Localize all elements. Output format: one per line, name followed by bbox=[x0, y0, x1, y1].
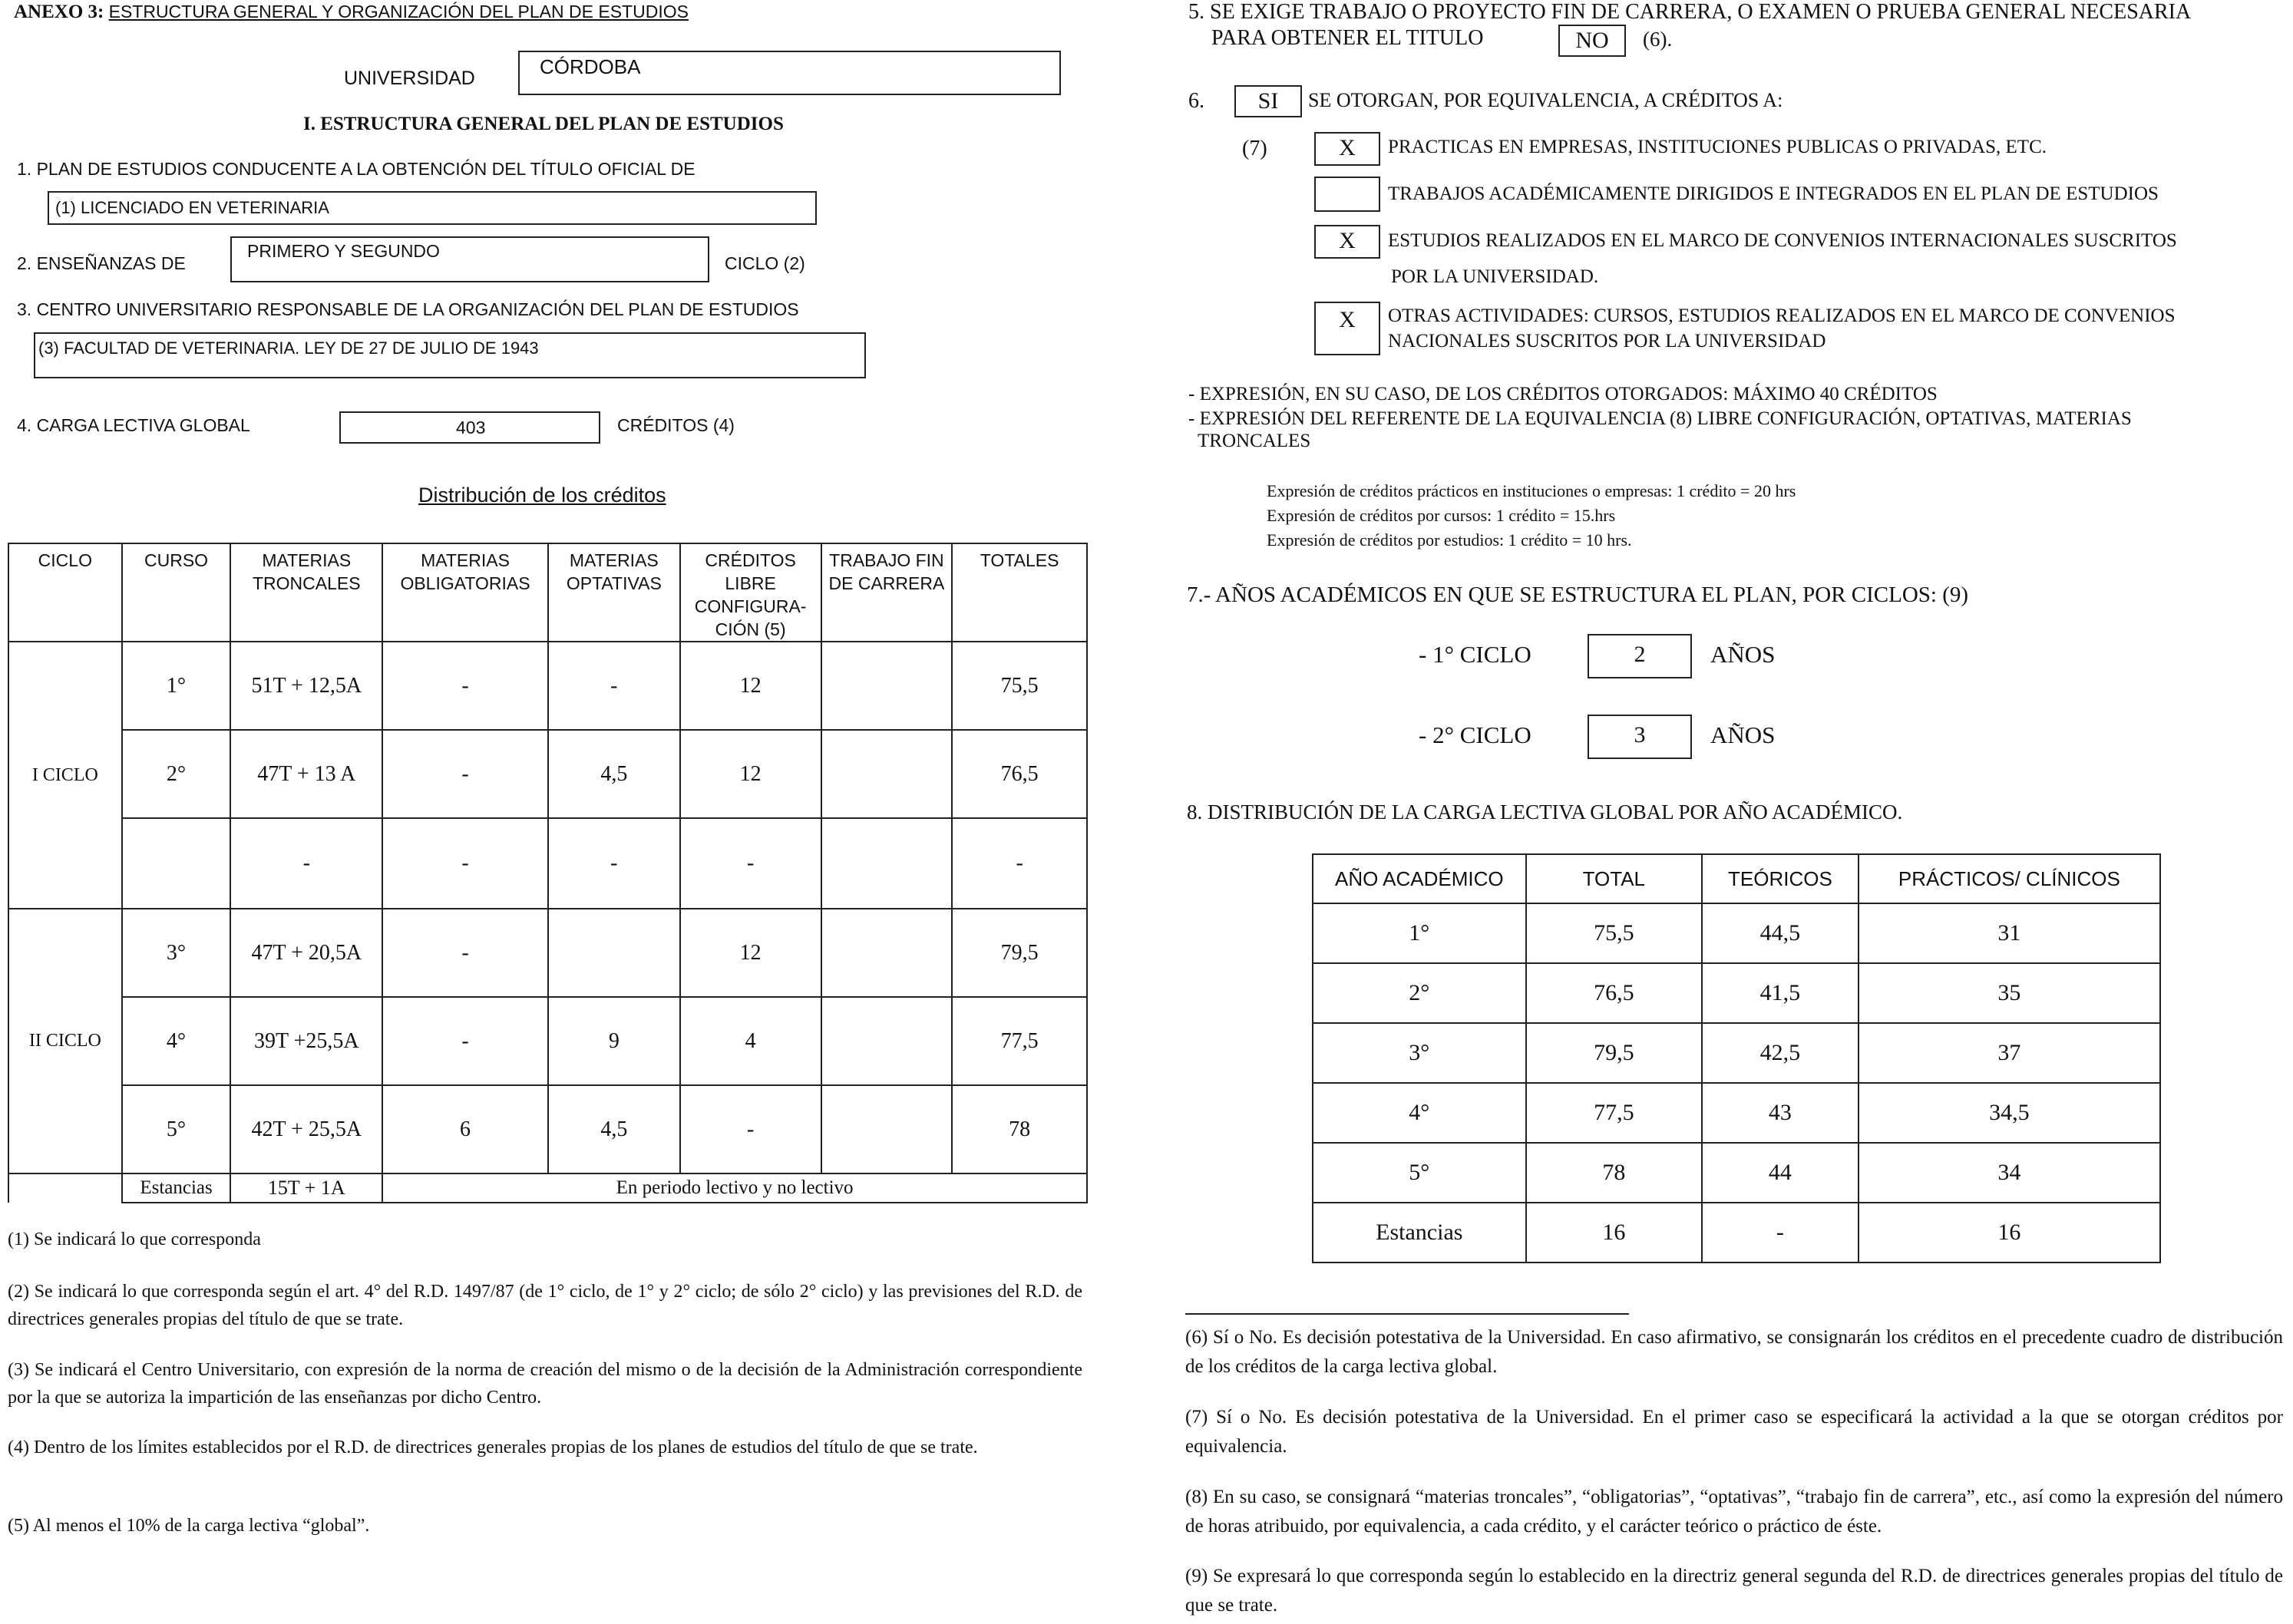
option-otras-checkbox[interactable] bbox=[1314, 302, 1380, 355]
load-cell-total: 77,5 bbox=[1526, 1083, 1702, 1143]
item6-si-box bbox=[1234, 85, 1302, 117]
cell-obligatorias: - bbox=[382, 909, 548, 997]
load-cell-practicos: 34,5 bbox=[1859, 1083, 2160, 1143]
item7-title: 7.- AÑOS ACADÉMICOS EN QUE SE ESTRUCTURA EL PLAN, POR CICLOS: (9) bbox=[1187, 583, 1969, 607]
item5-no-box bbox=[1558, 25, 1626, 57]
table-row bbox=[8, 909, 1087, 997]
load-header-total: TOTAL bbox=[1526, 854, 1702, 903]
item7-cycle1-unit: AÑOS bbox=[1710, 641, 1776, 668]
col-header-libre: CRÉDITOS LIBRE CONFIGURA-CIÓN (5) bbox=[680, 543, 821, 642]
table-row bbox=[1313, 1203, 2160, 1263]
item6-si-value: SI bbox=[1257, 88, 1279, 114]
table-row bbox=[1313, 1023, 2160, 1083]
table-row bbox=[8, 730, 1087, 818]
academic-load-table bbox=[1312, 853, 2161, 1263]
estancias-label: Estancias bbox=[122, 1173, 231, 1203]
cell-optativas: 9 bbox=[548, 997, 680, 1085]
right-note-6: (6) Sí o No. Es decisión potestativa de la Universidad. En caso afirmativo, se consignarán los créditos en el precedente cuadro de distribución de los créditos de la carga lectiva global. bbox=[1185, 1327, 2283, 1377]
annex-label: ANEXO 3: bbox=[14, 2, 104, 22]
distribution-title: Distribución de los créditos bbox=[418, 484, 666, 507]
option-estudios-int-text2: POR LA UNIVERSIDAD. bbox=[1391, 266, 1599, 287]
option-estudios-int-mark: X bbox=[1339, 228, 1356, 253]
table-row bbox=[1313, 903, 2160, 963]
cell-libre: - bbox=[680, 1085, 821, 1173]
load-header-year: AÑO ACADÉMICO bbox=[1313, 854, 1526, 903]
cell-trabajo bbox=[821, 730, 953, 818]
cell-troncales: - bbox=[230, 818, 382, 909]
cell-obligatorias: - bbox=[382, 818, 548, 909]
option-estudios-int-checkbox[interactable] bbox=[1314, 225, 1380, 259]
col-header-totales: TOTALES bbox=[952, 543, 1087, 642]
item6-detail2: Expresión de créditos por cursos: 1 crédito = 15.hrs bbox=[1267, 506, 1616, 525]
option-trabajos-text: TRABAJOS ACADÉMICAMENTE DIRIGIDOS E INTEGRADOS EN EL PLAN DE ESTUDIOS bbox=[1388, 183, 2159, 204]
load-cell-teoricos: - bbox=[1702, 1203, 1859, 1263]
col-header-troncales: MATERIAS TRONCALES bbox=[230, 543, 382, 642]
item5-line2: PARA OBTENER EL TITULO bbox=[1211, 26, 1484, 50]
load-cell-teoricos: 41,5 bbox=[1702, 963, 1859, 1023]
right-note-8: (8) En su caso, se consignará “materias troncales”, “obligatorias”, “optativas”, “trabajo fin de carrera”, etc., así como la expresión del número de horas atribuido, por equivalencia, a cada crédito, y el carácter teórico o práctico de éste. bbox=[1185, 1487, 2283, 1537]
item7-cycle1-value: 2 bbox=[1634, 642, 1646, 667]
load-cell-practicos: 37 bbox=[1859, 1023, 2160, 1083]
cell-curso: 5° bbox=[122, 1085, 231, 1173]
col-header-ciclo: CICLO bbox=[8, 543, 122, 642]
load-header-teoricos: TEÓRICOS bbox=[1702, 854, 1859, 903]
item7-cycle2-value: 3 bbox=[1634, 722, 1646, 748]
cell-trabajo bbox=[821, 1085, 953, 1173]
item3-box bbox=[34, 332, 866, 378]
cell-obligatorias: - bbox=[382, 730, 548, 818]
cell-totales: 75,5 bbox=[952, 642, 1087, 730]
cell-troncales: 39T +25,5A bbox=[230, 997, 382, 1085]
item4-value: 403 bbox=[456, 418, 486, 437]
estancias-note: En periodo lectivo y no lectivo bbox=[382, 1173, 1087, 1203]
item4-box bbox=[339, 411, 600, 444]
item7-cycle2-box bbox=[1588, 715, 1692, 759]
item6-number: 6. bbox=[1188, 89, 1204, 113]
table-row bbox=[8, 1085, 1087, 1173]
cell-obligatorias: - bbox=[382, 997, 548, 1085]
item4-label: 4. CARGA LECTIVA GLOBAL bbox=[17, 415, 250, 435]
cell-totales: - bbox=[952, 818, 1087, 909]
load-cell-practicos: 35 bbox=[1859, 963, 2160, 1023]
cell-trabajo bbox=[821, 642, 953, 730]
cell-troncales: 47T + 13 A bbox=[230, 730, 382, 818]
load-cell-year: 5° bbox=[1313, 1143, 1526, 1203]
table-row bbox=[8, 818, 1087, 909]
load-cell-total: 79,5 bbox=[1526, 1023, 1702, 1083]
load-cell-practicos: 34 bbox=[1859, 1143, 2160, 1203]
university-box bbox=[518, 51, 1061, 95]
cell-totales: 76,5 bbox=[952, 730, 1087, 818]
table-row bbox=[1313, 1083, 2160, 1143]
university-label: UNIVERSIDAD bbox=[344, 68, 475, 89]
load-header-practicos: PRÁCTICOS/ CLÍNICOS bbox=[1859, 854, 2160, 903]
option-trabajos-checkbox[interactable] bbox=[1314, 177, 1380, 212]
cell-troncales: 42T + 25,5A bbox=[230, 1085, 382, 1173]
section-title: I. ESTRUCTURA GENERAL DEL PLAN DE ESTUDIOS bbox=[303, 114, 784, 134]
item6-expr2: - EXPRESIÓN DEL REFERENTE DE LA EQUIVALENCIA (8) LIBRE CONFIGURACIÓN, OPTATIVAS, MATERIAS bbox=[1188, 408, 2132, 429]
right-note-9: (9) Se expresará lo que corresponda según lo establecido en la directriz general segunda del R.D. de directrices generales propias del título de que se trate. bbox=[1185, 1566, 2283, 1616]
item6-expr1: - EXPRESIÓN, EN SU CASO, DE LOS CRÉDITOS OTORGADOS: MÁXIMO 40 CRÉDITOS bbox=[1188, 384, 1938, 404]
load-cell-teoricos: 44 bbox=[1702, 1143, 1859, 1203]
footnote-divider bbox=[1185, 1313, 1629, 1315]
load-cell-year: Estancias bbox=[1313, 1203, 1526, 1263]
load-cell-year: 4° bbox=[1313, 1083, 1526, 1143]
item3-label: 3. CENTRO UNIVERSITARIO RESPONSABLE DE LA ORGANIZACIÓN DEL PLAN DE ESTUDIOS bbox=[17, 299, 799, 319]
cell-obligatorias: - bbox=[382, 642, 548, 730]
cell-libre: 12 bbox=[680, 730, 821, 818]
item1-label: 1. PLAN DE ESTUDIOS CONDUCENTE A LA OBTENCIÓN DEL TÍTULO OFICIAL DE bbox=[17, 159, 695, 179]
cell-curso: 2° bbox=[122, 730, 231, 818]
option-otras-text: OTRAS ACTIVIDADES: CURSOS, ESTUDIOS REALIZADOS EN EL MARCO DE CONVENIOS bbox=[1388, 305, 2176, 326]
item2-label: 2. ENSEÑANZAS DE bbox=[17, 253, 186, 273]
estancias-value: 15T + 1A bbox=[230, 1173, 382, 1203]
item7-cycle2-unit: AÑOS bbox=[1710, 721, 1776, 748]
cycle2-cell: II CICLO bbox=[8, 909, 122, 1173]
item6-ref: (7) bbox=[1242, 137, 1267, 160]
item2-value: PRIMERO Y SEGUNDO bbox=[247, 241, 440, 261]
left-note-1: (1) Se indicará lo que corresponda bbox=[8, 1230, 261, 1249]
col-header-obligatorias: MATERIAS OBLIGATORIAS bbox=[382, 543, 548, 642]
left-note-5: (5) Al menos el 10% de la carga lectiva “global”. bbox=[8, 1516, 370, 1536]
item6-detail1: Expresión de créditos prácticos en instituciones o empresas: 1 crédito = 20 hrs bbox=[1267, 481, 1796, 500]
item4-suffix: CRÉDITOS (4) bbox=[617, 415, 735, 435]
cell-optativas: 4,5 bbox=[548, 730, 680, 818]
cell-totales: 79,5 bbox=[952, 909, 1087, 997]
cycle1-cell: I CICLO bbox=[8, 642, 122, 909]
item5-no-value: NO bbox=[1575, 28, 1609, 53]
load-cell-year: 1° bbox=[1313, 903, 1526, 963]
table-row bbox=[8, 997, 1087, 1085]
cell-troncales: 51T + 12,5A bbox=[230, 642, 382, 730]
cell-trabajo bbox=[821, 818, 953, 909]
load-cell-practicos: 31 bbox=[1859, 903, 2160, 963]
right-note-7: (7) Sí o No. Es decisión potestativa de la Universidad. En el primer caso se especificará la actividad a la que se otorgan créditos por equivalencia. bbox=[1185, 1407, 2283, 1457]
load-cell-total: 16 bbox=[1526, 1203, 1702, 1263]
cell-totales: 78 bbox=[952, 1085, 1087, 1173]
table-row bbox=[1313, 963, 2160, 1023]
table-row bbox=[8, 642, 1087, 730]
estancias-row bbox=[8, 1173, 1087, 1203]
load-cell-total: 78 bbox=[1526, 1143, 1702, 1203]
load-cell-teoricos: 42,5 bbox=[1702, 1023, 1859, 1083]
load-cell-year: 2° bbox=[1313, 963, 1526, 1023]
item8-title: 8. DISTRIBUCIÓN DE LA CARGA LECTIVA GLOBAL POR AÑO ACADÉMICO. bbox=[1187, 800, 1903, 824]
cell-totales: 77,5 bbox=[952, 997, 1087, 1085]
cell-optativas: - bbox=[548, 818, 680, 909]
cell-libre: 4 bbox=[680, 997, 821, 1085]
load-cell-practicos: 16 bbox=[1859, 1203, 2160, 1263]
cell-curso: 1° bbox=[122, 642, 231, 730]
cell-curso: 4° bbox=[122, 997, 231, 1085]
option-estudios-int-text: ESTUDIOS REALIZADOS EN EL MARCO DE CONVENIOS INTERNACIONALES SUSCRITOS bbox=[1388, 230, 2177, 251]
cell-optativas: 4,5 bbox=[548, 1085, 680, 1173]
cell-curso: 3° bbox=[122, 909, 231, 997]
item6-expr2b: TRONCALES bbox=[1198, 431, 1311, 451]
item3-value: (3) FACULTAD DE VETERINARIA. LEY DE 27 DE JULIO DE 1943 bbox=[38, 338, 539, 358]
option-practicas-text: PRACTICAS EN EMPRESAS, INSTITUCIONES PUBLICAS O PRIVADAS, ETC. bbox=[1388, 137, 2047, 157]
option-practicas-checkbox[interactable] bbox=[1314, 132, 1380, 166]
load-cell-year: 3° bbox=[1313, 1023, 1526, 1083]
cell-libre: 12 bbox=[680, 909, 821, 997]
col-header-trabajo: TRABAJO FIN DE CARRERA bbox=[821, 543, 953, 642]
cell-optativas: - bbox=[548, 642, 680, 730]
option-otras-mark: X bbox=[1339, 307, 1356, 332]
annex-title: ESTRUCTURA GENERAL Y ORGANIZACIÓN DEL PLAN DE ESTUDIOS bbox=[108, 2, 689, 21]
left-note-2: (2) Se indicará lo que corresponda según el art. 4° del R.D. 1497/87 (de 1° ciclo, de 1° y 2° ciclo; de sólo 2° ciclo) y las previsiones del R.D. de directrices generales propias del título de que se trate. bbox=[8, 1282, 1082, 1329]
load-cell-teoricos: 43 bbox=[1702, 1083, 1859, 1143]
left-note-4: (4) Dentro de los límites establecidos por el R.D. de directrices generales propias de los planes de estudios del título de que se trate. bbox=[8, 1438, 978, 1457]
university-value: CÓRDOBA bbox=[540, 55, 641, 78]
item1-box bbox=[48, 191, 817, 225]
option-otras-text2: NACIONALES SUSCRITOS POR LA UNIVERSIDAD bbox=[1388, 331, 1826, 352]
col-header-optativas: MATERIAS OPTATIVAS bbox=[548, 543, 680, 642]
item6-detail3: Expresión de créditos por estudios: 1 crédito = 10 hrs. bbox=[1267, 530, 1632, 550]
cell-trabajo bbox=[821, 909, 953, 997]
item2-suffix: CICLO (2) bbox=[725, 253, 805, 273]
credit-distribution-table bbox=[8, 543, 1088, 1203]
cell-libre: - bbox=[680, 818, 821, 909]
cell-obligatorias: 6 bbox=[382, 1085, 548, 1173]
cell-trabajo bbox=[821, 997, 953, 1085]
cell-optativas bbox=[548, 909, 680, 997]
load-cell-teoricos: 44,5 bbox=[1702, 903, 1859, 963]
item2-box bbox=[230, 236, 709, 282]
load-cell-total: 75,5 bbox=[1526, 903, 1702, 963]
item7-cycle1-label: - 1° CICLO bbox=[1419, 641, 1531, 668]
table-row bbox=[1313, 1143, 2160, 1203]
item5-ref: (6). bbox=[1643, 28, 1673, 51]
option-practicas-mark: X bbox=[1339, 135, 1356, 160]
load-cell-total: 76,5 bbox=[1526, 963, 1702, 1023]
cell-libre: 12 bbox=[680, 642, 821, 730]
col-header-curso: CURSO bbox=[122, 543, 231, 642]
item7-cycle1-box bbox=[1588, 634, 1692, 678]
left-note-3: (3) Se indicará el Centro Universitario, con expresión de la norma de creación del mismo o de la decisión de la Administración correspondiente por la que se autoriza la impartición de las enseñanzas por dicho Centro. bbox=[8, 1360, 1082, 1408]
item7-cycle2-label: - 2° CICLO bbox=[1419, 721, 1531, 748]
item6-text: SE OTORGAN, POR EQUIVALENCIA, A CRÉDITOS A: bbox=[1308, 89, 1783, 111]
cell-curso bbox=[122, 818, 231, 909]
annex-heading bbox=[14, 2, 689, 23]
item5-line1: 5. SE EXIGE TRABAJO O PROYECTO FIN DE CARRERA, O EXAMEN O PRUEBA GENERAL NECESARIA bbox=[1188, 0, 2192, 24]
item1-value: (1) LICENCIADO EN VETERINARIA bbox=[55, 198, 329, 217]
cell-troncales: 47T + 20,5A bbox=[230, 909, 382, 997]
estancias-spacer bbox=[8, 1173, 122, 1203]
